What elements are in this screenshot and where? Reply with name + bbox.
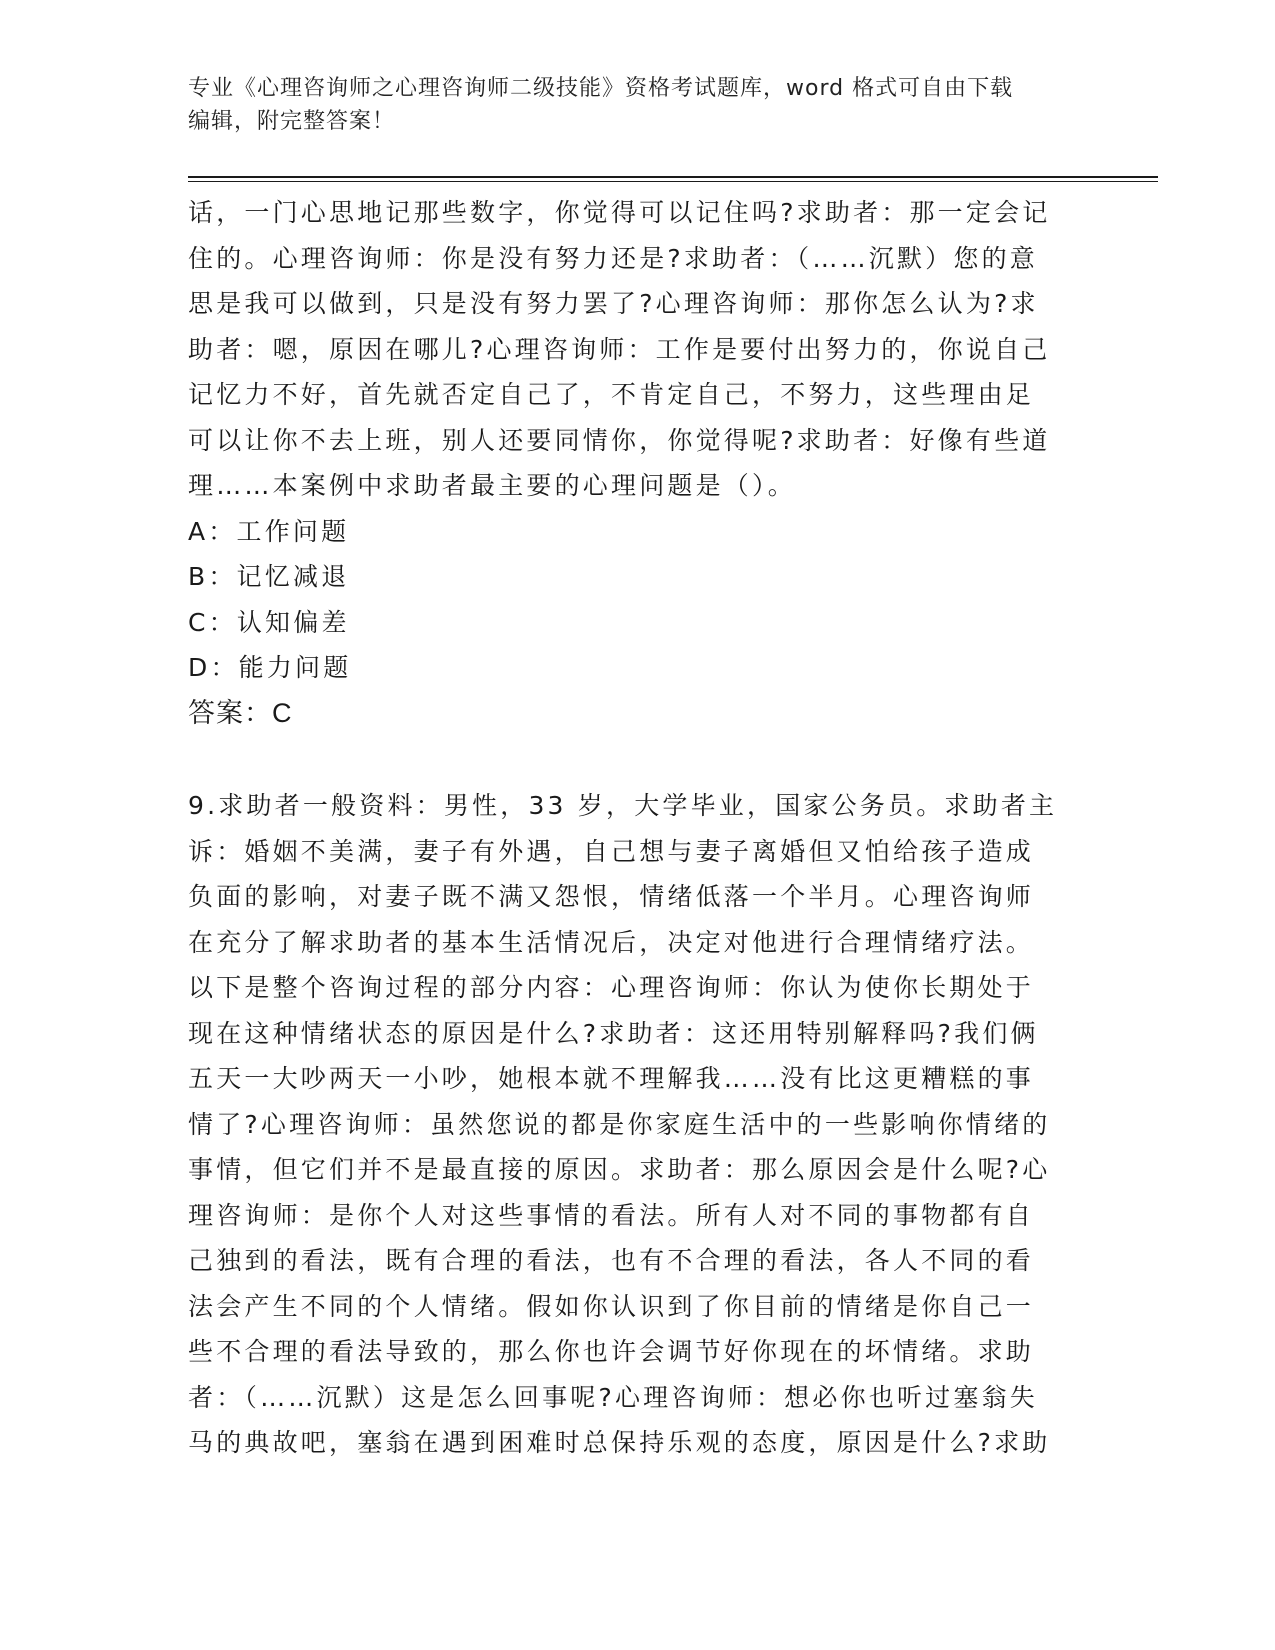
question-8 [188, 190, 1068, 736]
question-line: 助者：嗯，原因在哪儿?心理咨询师：工作是要付出努力的，你说自己 [188, 334, 1051, 364]
question-line: 事情，但它们并不是最直接的原因。求助者：那么原因会是什么呢?心 [188, 1155, 1051, 1184]
question-line: 五天一大吵两天一小吵，她根本就不理解我……没有比这更糟糕的事 [188, 1064, 1035, 1093]
header-line-2: 编辑，附完整答案！ [188, 109, 396, 134]
question-line: 理……本案例中求助者最主要的心理问题是（）。 [188, 471, 796, 500]
question-line: 马的典故吧，塞翁在遇到困难时总保持乐观的态度，原因是什么?求助 [188, 1428, 1051, 1457]
question-line: 现在这种情绪状态的原因是什么?求助者：这还用特别解释吗?我们俩 [188, 1018, 1039, 1048]
question-line: 法会产生不同的个人情绪。假如你认识到了你目前的情绪是你自己一 [188, 1291, 1035, 1321]
question-line: 9.求助者一般资料：男性，33 岁，大学毕业，国家公务员。求助者主 [188, 791, 1058, 820]
option-d: D：能力问题 [188, 653, 352, 682]
header-divider-thin [188, 181, 1158, 182]
question-line: 在充分了解求助者的基本生活情况后，决定对他进行合理情绪疗法。 [188, 927, 1035, 957]
question-line: 理咨询师：是你个人对这些事情的看法。所有人对不同的事物都有自 [188, 1200, 1035, 1230]
option-b: B：记忆减退 [188, 562, 350, 591]
question-line: 己独到的看法，既有合理的看法，也有不合理的看法，各人不同的看 [188, 1246, 1035, 1275]
header-divider [188, 176, 1158, 178]
question-line: 些不合理的看法导致的，那么你也许会调节好你现在的坏情绪。求助 [188, 1337, 1035, 1366]
option-c: C：认知偏差 [188, 607, 350, 637]
question-line: 诉：婚姻不美满，妻子有外遇，自己想与妻子离婚但又怕给孩子造成 [188, 836, 1035, 866]
question-line: 记忆力不好，首先就否定自己了，不肯定自己，不努力，这些理由足 [188, 380, 1035, 409]
question-line: 思是我可以做到，只是没有努力罢了?心理咨询师：那你怎么认为?求 [188, 289, 1039, 318]
question-line: 话，一门心思地记那些数字，你觉得可以记住吗?求助者：那一定会记 [188, 198, 1051, 227]
question-line: 可以让你不去上班，别人还要同情你，你觉得呢?求助者：好像有些道 [188, 425, 1051, 455]
question-line: 负面的影响，对妻子既不满又怨恨，情绪低落一个半月。心理咨询师 [188, 882, 1035, 911]
question-line: 者：（……沉默）这是怎么回事呢?心理咨询师：想必你也听过塞翁失 [188, 1382, 1038, 1412]
question-line: 情了?心理咨询师：虽然您说的都是你家庭生活中的一些影响你情绪的 [188, 1109, 1051, 1139]
document-body [188, 190, 1068, 1466]
option-a: A：工作问题 [188, 516, 350, 546]
page-header [188, 72, 1068, 138]
answer-line: 答案：C [188, 697, 293, 728]
question-9 [188, 783, 1068, 1466]
question-line: 住的。心理咨询师：你是没有努力还是?求助者：（……沉默）您的意 [188, 243, 1038, 273]
question-line: 以下是整个咨询过程的部分内容：心理咨询师：你认为使你长期处于 [188, 973, 1035, 1002]
header-line-1: 专业《心理咨询师之心理咨询师二级技能》资格考试题库，word 格式可自由下载 [188, 76, 1014, 101]
